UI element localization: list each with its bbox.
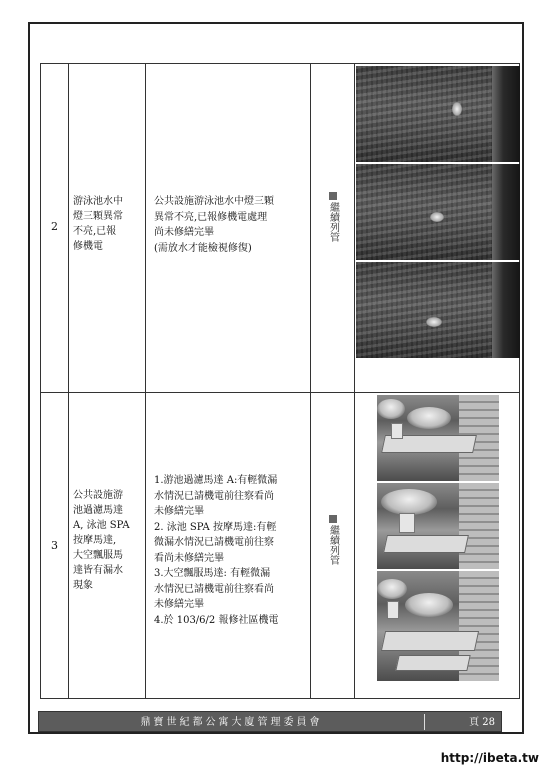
organization-name: 鼎寶世紀都公寓大廈管理委員會 (140, 717, 323, 728)
row-number: 2 (51, 220, 58, 233)
table-row (41, 64, 519, 393)
status-marker-icon (329, 515, 337, 523)
status-label: 繼續列管 (325, 192, 341, 242)
watermark-url: http://ibeta.tw (440, 751, 539, 765)
pool-light-photo (356, 164, 520, 260)
pump-photo (377, 571, 499, 681)
pool-light-photo (356, 66, 520, 162)
footer-bar (38, 711, 502, 732)
pool-light-photo (356, 262, 520, 358)
issue-table (40, 63, 520, 699)
issue-description: 1.游池過濾馬達 A:有輕微漏 水情況已請機電前往察看尚 未修繕完畢 2. 泳池 SPA 按摩馬達:有輕 微漏水情況已請機電前往察 看尚未修繕完畢 3.大空飄服馬達: 有輕微漏 水情況已請機電前往察看尚 未修繕完畢 4.於 103/6/2 報修社區機電 (154, 475, 279, 626)
issue-summary: 公共設施游 池過濾馬達 A, 泳池 SPA 按摩馬達, 大空飄服馬 達皆有漏水 現象 (73, 490, 130, 591)
page-number: 頁 28 (469, 717, 495, 728)
row-number: 3 (51, 539, 58, 552)
table-row (41, 393, 519, 699)
issue-description: 公共設施游泳池水中燈三顆 異常不亮,已報修機電處理 尚未修繕完畢 (需放水才能檢視修復) (154, 196, 274, 254)
status-marker-icon (329, 192, 337, 200)
pump-photo (377, 395, 499, 481)
issue-summary: 游泳池水中 燈三顆異常 不亮,已報 修機電 (73, 196, 123, 252)
status-label: 繼續列管 (325, 515, 341, 565)
pump-photo (377, 483, 499, 569)
